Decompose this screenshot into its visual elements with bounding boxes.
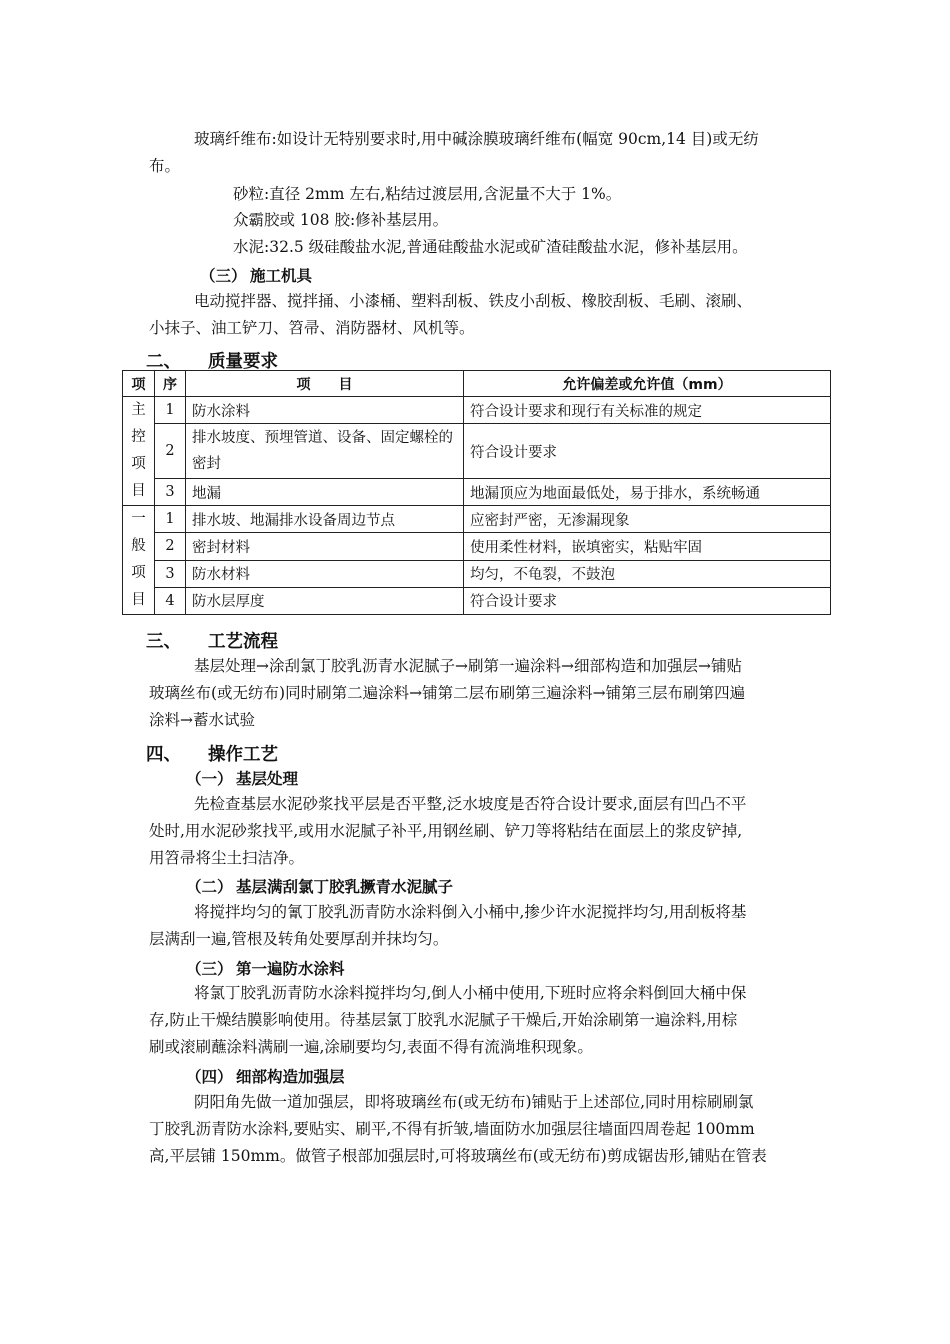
section-heading-process	[146, 628, 278, 653]
row-item: 防水材料	[186, 560, 464, 587]
heading-number: （一）	[186, 770, 233, 788]
table-row	[123, 533, 831, 560]
heading-number: 四、	[146, 745, 181, 765]
heading-title: 工艺流程	[208, 632, 278, 652]
paragraph-line: 丁胶乳沥青防水涂料,要贴实、刷平,不得有折皱,墙面防水加强层往墙面四周卷起 100mm	[149, 1120, 755, 1138]
row-item: 排水坡度、预埋管道、设备、固定螺栓的密封	[186, 424, 464, 479]
heading-title: 施工机具	[250, 267, 313, 285]
paragraph-line: 先检查基层水泥砂浆找平层是否平整,泛水坡度是否符合设计要求,面层有凹凸不平	[194, 795, 747, 813]
paragraph-line: 砂粒:直径 2mm 左右,粘结过渡层用,含泥量不大于 1%。	[233, 185, 622, 203]
paragraph-line: 高,平层铺 150mm。做管子根部加强层时,可将玻璃丝布(或无纺布)剪成锯齿形,铺贴在管表	[149, 1147, 767, 1165]
header-cell-number: 序	[155, 371, 186, 397]
heading-number: （三）	[186, 960, 233, 978]
row-value: 符合设计要求和现行有关标准的规定	[464, 397, 831, 424]
section-heading-operation	[146, 741, 278, 766]
group-char: 控	[131, 429, 146, 445]
heading-title: 操作工艺	[208, 745, 278, 765]
paragraph-line: 小抹子、油工铲刀、笤帚、消防器材、风机等。	[149, 319, 475, 337]
paragraph-line: 刷或滚刷蘸涂料满刷一遍,涂刷要均匀,表面不得有流淌堆积现象。	[149, 1038, 593, 1056]
row-item: 密封材料	[186, 533, 464, 560]
subsection-heading	[186, 957, 345, 979]
row-number: 3	[155, 560, 186, 587]
table-header-row	[123, 371, 831, 397]
subsection-heading	[186, 875, 453, 897]
heading-number: 二、	[146, 352, 181, 372]
header-cell-category: 项	[123, 371, 155, 397]
group-char: 一	[131, 511, 146, 527]
row-item: 地漏	[186, 479, 464, 506]
row-item: 防水涂料	[186, 397, 464, 424]
heading-title: 基层满刮氯丁胶乳撅青水泥腻子	[236, 878, 454, 896]
table-row	[123, 560, 831, 587]
table-row	[123, 479, 831, 506]
row-number: 2	[155, 533, 186, 560]
row-number: 1	[155, 397, 186, 424]
row-value: 均匀，不龟裂，不鼓泡	[464, 560, 831, 587]
heading-title: 第一遍防水涂料	[236, 960, 345, 978]
paragraph-line: 阴阳角先做一道加强层，即将玻璃丝布(或无纺布)铺贴于上述部位,同时用棕刷刷氯	[194, 1093, 754, 1111]
quality-requirements-table	[122, 370, 831, 615]
paragraph-line: 水泥:32.5 级硅酸盐水泥,普通硅酸盐水泥或矿渣硅酸盐水泥，修补基层用。	[233, 238, 748, 256]
heading-number: （四）	[186, 1068, 233, 1086]
row-number: 1	[155, 506, 186, 533]
group-char: 目	[131, 483, 146, 499]
group-char: 目	[131, 592, 146, 608]
table-row	[123, 506, 831, 533]
paragraph-line: 用笤帚将尘土扫洁净。	[149, 849, 305, 867]
paragraph-line: 处时,用水泥砂浆找平,或用水泥腻子补平,用钢丝刷、铲刀等将粘结在面层上的浆皮铲掉,	[149, 822, 743, 840]
heading-title: 质量要求	[208, 352, 278, 372]
row-number: 3	[155, 479, 186, 506]
main-control-group-label	[123, 397, 155, 506]
heading-title: 细部构造加强层	[236, 1068, 345, 1086]
heading-number: （二）	[186, 878, 233, 896]
table-row	[123, 587, 831, 614]
paragraph-line: 基层处理→涂刮氯丁胶乳沥青水泥腻子→刷第一遍涂料→细部构造和加强层→铺贴	[194, 657, 742, 675]
paragraph-line: 众霸胶或 108 胶:修补基层用。	[233, 211, 449, 229]
group-char: 项	[131, 456, 146, 472]
subsection-heading	[186, 1065, 345, 1087]
row-value: 应密封严密，无渗漏现象	[464, 506, 831, 533]
heading-title: 基层处理	[236, 770, 299, 788]
subsection-heading-tools	[200, 264, 312, 286]
row-number: 2	[155, 424, 186, 479]
paragraph-line: 布。	[149, 157, 181, 175]
paragraph-line: 电动搅拌器、搅拌捅、小漆桶、塑料刮板、铁皮小刮板、橡胶刮板、毛刷、滚刷、	[194, 292, 753, 310]
paragraph-line: 将氯丁胶乳沥青防水涂料搅拌均匀,倒人小桶中使用,下班时应将余料倒回大桶中保	[194, 984, 747, 1002]
row-number: 4	[155, 587, 186, 614]
paragraph-line: 存,防止干燥结膜影响使用。待基层氯丁胶乳水泥腻子干燥后,开始涂刷第一遍涂料,用棕	[149, 1011, 738, 1029]
paragraph-line: 将搅拌均匀的氰丁胶乳沥青防水涂料倒入小桶中,掺少许水泥搅拌均匀,用刮板将基	[194, 903, 747, 921]
row-value: 地漏顶应为地面最低处，易于排水，系统畅通	[464, 479, 831, 506]
paragraph-line: 层满刮一遍,管根及转角处要厚刮并抹均匀。	[149, 930, 449, 948]
group-char: 项	[131, 565, 146, 581]
heading-number: （三）	[200, 267, 247, 285]
paragraph-line: 涂料→蓄水试验	[149, 711, 255, 729]
row-item: 防水层厚度	[186, 587, 464, 614]
group-char: 般	[131, 538, 146, 554]
row-value: 使用柔性材料，嵌填密实，粘贴牢固	[464, 533, 831, 560]
row-item: 排水坡、地漏排水设备周边节点	[186, 506, 464, 533]
paragraph-line: 玻璃丝布(或无纺布)同时刷第二遍涂料→铺第二层布刷第三遍涂料→铺第三层布刷第四遍	[149, 684, 746, 702]
table-row	[123, 397, 831, 424]
header-cell-item: 项 目	[186, 371, 464, 397]
group-char: 主	[131, 402, 146, 418]
heading-number: 三、	[146, 632, 181, 652]
paragraph-line: 玻璃纤维布:如设计无特别要求时,用中碱涂膜玻璃纤维布(幅宽 90cm,14 目)或无纺	[194, 130, 759, 148]
row-value: 符合设计要求	[464, 424, 831, 479]
general-group-label	[123, 506, 155, 615]
table-row	[123, 424, 831, 479]
row-value: 符合设计要求	[464, 587, 831, 614]
subsection-heading	[186, 767, 298, 789]
header-cell-tolerance: 允许偏差或允许值（mm）	[464, 371, 831, 397]
